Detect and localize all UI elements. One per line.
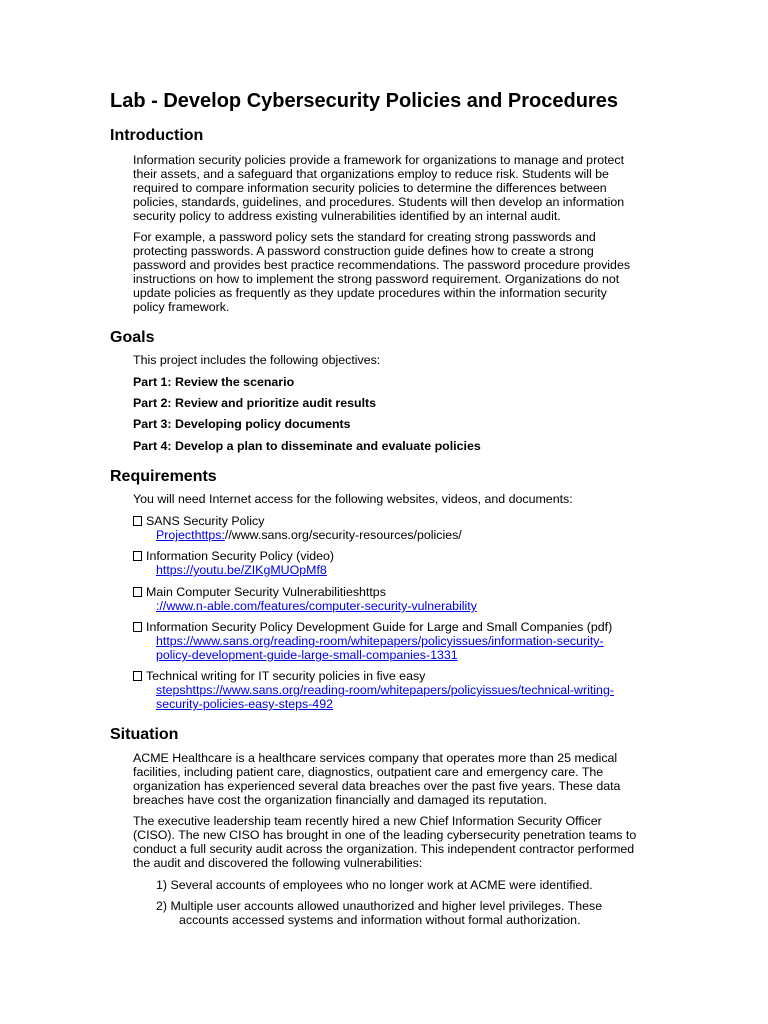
text-line: For example, a password policy sets the standard for creating strong passwords and [133,230,596,244]
requirement-title: Information Security Policy Development Guide for Large and Small Companies (pdf) [146,620,613,634]
situation-heading: Situation [110,726,179,743]
checkbox-bullet-icon [133,671,142,681]
text-line: organization has experienced several data breaches over the past five years. These data [133,779,621,793]
finding-text: 1) Several accounts of employees who no longer work at ACME were identified. [156,878,593,892]
situation-paragraph-1 [133,751,661,807]
page-title: Lab - Develop Cybersecurity Policies and Procedures [110,90,618,112]
text-line: Information security policies provide a framework for organizations to manage and protect [133,153,625,167]
text-line: ACME Healthcare is a healthcare services company that operates more than 25 medical [133,751,618,765]
requirement-item [133,669,614,711]
checkbox-bullet-icon [133,587,142,597]
checkbox-bullet-icon [133,551,142,561]
text-line: breaches have cost the organization financially and damaged its reputation. [133,793,547,807]
text-line: instructions on how to implement the strong password requirement. Organizations do not [133,272,620,286]
requirement-title: Main Computer Security Vulnerabilitieshttps [146,585,386,599]
introduction-paragraph-2 [133,230,661,314]
text-line: policies, standards, guidelines, and procedures. Students will then develop an information [133,195,625,209]
text-line: The executive leadership team recently hired a new Chief Information Security Officer [133,814,602,828]
goal-item: Part 2: Review and prioritize audit results [133,396,377,410]
text-line: policy framework. [133,300,230,314]
goal-item: Part 1: Review the scenario [133,375,295,389]
text-line: security policy to address existing vulnerabilities identified by an internal audit. [133,209,561,223]
requirement-link[interactable]: stepshttps://www.sans.org/reading-room/whitepapers/policyissues/technical-writing- [156,683,614,697]
requirement-link[interactable]: Projecthttps: [156,528,225,542]
requirement-item [133,514,462,542]
requirement-title: Technical writing for IT security policies in five easy [146,669,426,683]
requirements-heading: Requirements [110,468,217,485]
introduction-paragraph-1 [133,153,661,223]
introduction-heading: Introduction [110,127,204,144]
situation-paragraph-2 [133,814,661,870]
finding-item [156,878,593,892]
requirement-link[interactable]: ://www.n-able.com/features/computer-security-vulnerability [156,599,477,613]
checkbox-bullet-icon [133,622,142,632]
requirements-intro-text: You will need Internet access for the following websites, videos, and documents: [133,492,573,506]
goal-item: Part 4: Develop a plan to disseminate and evaluate policies [133,439,481,453]
finding-text-continued: accounts accessed systems and information without formal authorization. [179,913,581,927]
text-line: password and provides best practice recommendations. The password procedure provides [133,258,631,272]
requirement-link-tail: //www.sans.org/security-resources/policies/ [224,528,462,542]
text-line: facilities, including patient care, diagnostics, outpatient care and emergency care. The [133,765,604,779]
checkbox-bullet-icon [133,516,142,526]
requirement-item [133,585,477,613]
goals-intro-text: This project includes the following objectives: [133,353,381,367]
requirement-title: Information Security Policy (video) [146,549,334,563]
requirement-link-continued[interactable]: security-policies-easy-steps-492 [156,697,333,711]
requirements-intro [133,492,573,506]
finding-text: 2) Multiple user accounts allowed unauthorized and higher level privileges. These [156,899,603,913]
goals-heading: Goals [110,329,155,346]
goal-item: Part 3: Developing policy documents [133,417,351,431]
requirement-item [133,549,334,577]
text-line: required to compare information security policies to determine the differences between [133,181,607,195]
goals-intro [133,353,380,367]
text-line: the audit and discovered the following vulnerabilities: [133,856,423,870]
text-line: their assets, and a safeguard that organizations employ to reduce risk. Students will be [133,167,609,181]
requirement-title: SANS Security Policy [146,514,265,528]
requirement-link[interactable]: https://youtu.be/ZIKgMUOpMf8 [156,563,327,577]
requirement-link[interactable]: https://www.sans.org/reading-room/whitepapers/policyissues/information-security- [156,634,604,648]
text-line: (CISO). The new CISO has brought in one of the leading cybersecurity penetration teams to [133,828,637,842]
requirement-link-continued[interactable]: policy-development-guide-large-small-companies-1331 [156,648,458,662]
requirement-item [133,620,612,662]
text-line: conduct a full security audit across the organization. This independent contractor performed [133,842,635,856]
text-line: protecting passwords. A password construction guide defines how to create a strong [133,244,594,258]
text-line: update policies as frequently as they update procedures within the information security [133,286,607,300]
finding-item [156,899,602,927]
